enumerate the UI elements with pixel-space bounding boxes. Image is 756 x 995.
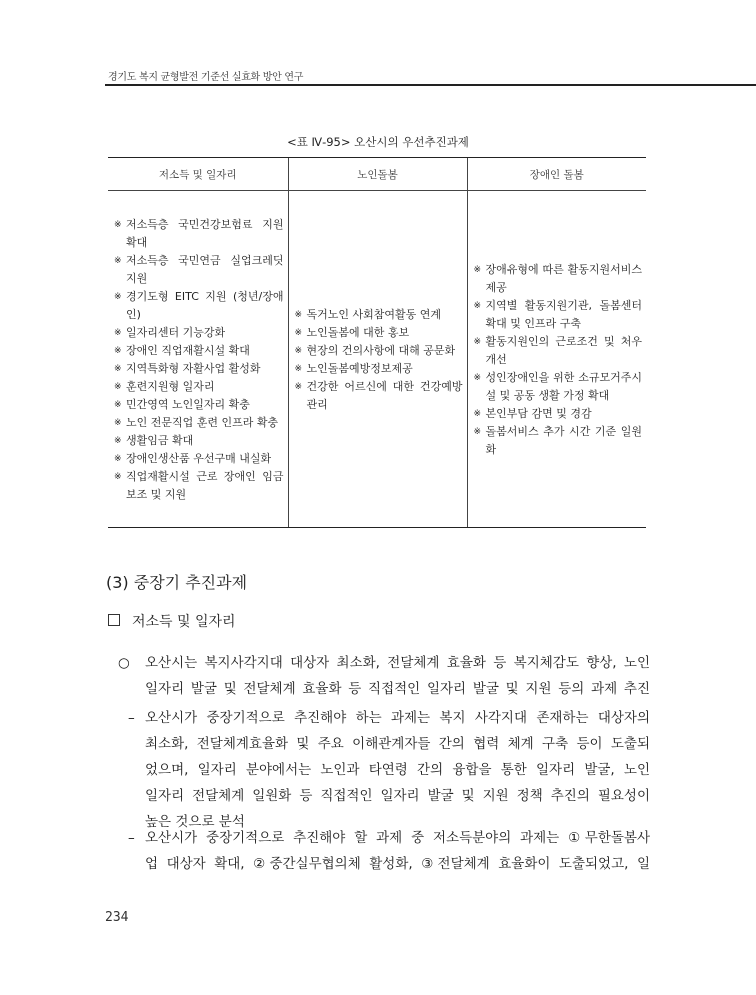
dash-item-line: 일자리 전달체계 일원화 등 직접적인 일자리 발굴 및 지원 정책 추진의 필요성이 [145,788,650,804]
page-number: 234 [105,910,129,925]
cell-disability-care [467,191,646,528]
list-item: ※ 훈련지원형 일자리 [114,378,284,396]
cell-elderly-care [288,191,467,528]
header-disability-care: 장애인 돌봄 [467,158,646,191]
header-low-income-jobs: 저소득 및 일자리 [108,158,288,191]
list-item: ※ 건강한 어르신에 대한 건강예방관리 [295,378,463,414]
list-item: ※ 장애인생산품 우선구매 내실화 [114,450,284,468]
cell-low-income-jobs [108,191,288,528]
dash-item-line: 었으며, 일자리 분야에서는 노인과 타연령 간의 융합을 통한 일자리 발굴, 노인 [145,762,650,778]
table-row [108,191,646,528]
list-item: ※ 생활임금 확대 [114,432,284,450]
circle-item-text [145,650,650,702]
list-item: ※ 노인돌봄예방정보제공 [295,360,463,378]
list-item: ※ 돌봄서비스 추가 시간 기준 일원화 [474,423,643,459]
dash-item-line: 오산시가 중장기적으로 추진해야 하는 과제는 복지 사각지대 존재하는 대상자의 [145,710,650,726]
list-item: ※ 일자리센터 기능강화 [114,324,284,342]
list-item: ※ 직업재활시설 근로 장애인 임금보조 및 지원 [114,468,284,504]
dash-item-text [145,825,650,877]
list-item: ※ 독거노인 사회참여활동 연계 [295,306,463,324]
list-item: ※ 본인부담 감면 및 경감 [474,405,643,423]
dash-item-line: 오산시가 중장기적으로 추진해야 할 과제 중 저소득분야의 과제는 ①무한돌봄사 [145,830,650,846]
list-item: ※ 장애인 직업재활시설 확대 [114,342,284,360]
list-item: ※ 활동지원인의 근로조건 및 처우개선 [474,333,643,369]
circle-item-line: 일자리 발굴 및 전달체계 효율화 등 직접적인 일자리 발굴 및 지원 등의 과제 추진 [145,681,650,697]
list-item: ※ 지역별 활동지원기관, 돌봄센터 확대 및 인프라 구축 [474,297,643,333]
table-caption: <표 Ⅳ-95> 오산시의 우선추진과제 [287,135,469,149]
list-disability-care [474,261,643,459]
running-header: 경기도 복지 균형발전 기준선 실효화 방안 연구 [108,72,304,83]
subsection-label: 저소득 및 일자리 [132,614,236,630]
list-item: ※ 저소득층 국민건강보험료 지원 확대 [114,216,284,252]
checkbox-square-icon [108,614,120,626]
dash-bullet-icon: – [128,710,135,726]
dash-item-line: 높은 것으로 분석 [145,814,245,830]
dash-item-line: 업 대상자 확대, ②중간실무협의체 활성화, ③전달체계 효율화이 도출되었고, 일 [145,856,650,872]
list-item: ※ 노인돌봄에 대한 홍보 [295,324,463,342]
list-item: ※ 노인 전문직업 훈련 인프라 확충 [114,414,284,432]
dash-item-text [145,705,650,835]
list-item: ※ 장애유형에 따른 활동지원서비스 제공 [474,261,643,297]
list-item: ※ 현장의 건의사항에 대해 공문화 [295,342,463,360]
section-title: (3) 중장기 추진과제 [106,573,248,592]
list-item: ※ 경기도형 EITC 지원 (청년/장애인) [114,288,284,324]
list-elderly-care [295,306,463,414]
dash-bullet-icon: – [128,830,135,846]
dash-item-line: 최소화, 전달체계효율화 및 주요 이해관계자들 간의 협력 체계 구축 등이 도출되 [145,736,650,752]
list-item: ※ 저소득층 국민연금 실업크레딧 지원 [114,252,284,288]
header-elderly-care: 노인돌봄 [288,158,467,191]
header-rule [105,84,756,86]
list-low-income-jobs [114,216,284,504]
circle-bullet-icon: ○ [118,655,130,671]
list-item: ※ 성인장애인을 위한 소규모거주시설 및 공동 생활 가정 확대 [474,369,643,405]
list-item: ※ 민간영역 노인일자리 확충 [114,396,284,414]
table-header-row [108,158,646,191]
circle-item-line: 오산시는 복지사각지대 대상자 최소화, 전달체계 효율화 등 복지체감도 향상, 노인 [145,655,650,671]
list-item: ※ 지역특화형 자활사업 활성화 [114,360,284,378]
priority-tasks-table [108,157,646,528]
subsection-heading [108,611,236,631]
